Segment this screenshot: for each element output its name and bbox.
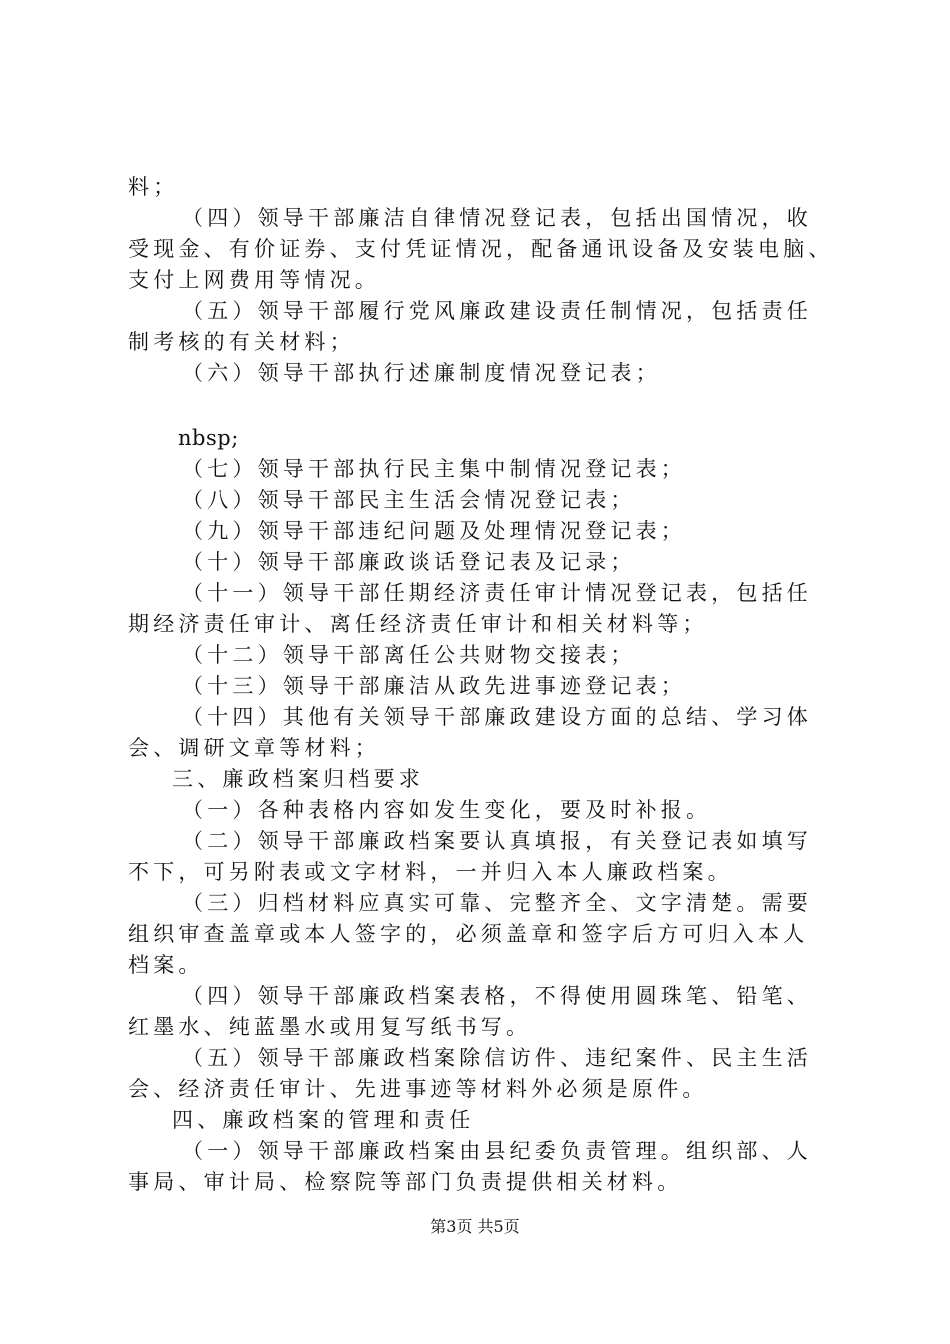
text-line: 料；	[128, 175, 179, 199]
page-number: 第3页 共5页	[430, 1217, 520, 1236]
text-line: （六）领导干部执行述廉制度情况登记表；	[182, 361, 661, 385]
text-line: 支付上网费用等情况。	[128, 268, 380, 292]
text-line: （十一）领导干部任期经济责任审计情况登记表，包括任	[182, 581, 812, 605]
text-line: nbsp;	[178, 426, 239, 450]
text-line: 受现金、有价证券、支付凭证情况，配备通讯设备及安装电脑、	[128, 237, 834, 261]
text-line: 档案。	[128, 953, 204, 977]
page-footer	[0, 1216, 950, 1238]
text-line: （十三）领导干部廉洁从政先进事迹登记表；	[182, 674, 686, 698]
text-line: （十二）领导干部离任公共财物交接表；	[182, 643, 636, 667]
text-line: （四）领导干部廉政档案表格，不得使用圆珠笔、铅笔、	[182, 984, 812, 1008]
text-line: （三）归档材料应真实可靠、完整齐全、文字清楚。需要	[182, 891, 812, 915]
text-line: （一）领导干部廉政档案由县纪委负责管理。组织部、人	[182, 1139, 812, 1163]
text-line: （二）领导干部廉政档案要认真填报，有关登记表如填写	[182, 829, 812, 853]
text-line: 红墨水、纯蓝墨水或用复写纸书写。	[128, 1015, 532, 1039]
text-line: 会、经济责任审计、先进事迹等材料外必须是原件。	[128, 1077, 708, 1101]
text-line: 事局、审计局、检察院等部门负责提供相关材料。	[128, 1170, 683, 1194]
document-body	[128, 172, 858, 1198]
text-line: （五）领导干部履行党风廉政建设责任制情况，包括责任	[182, 299, 812, 323]
text-line: （九）领导干部违纪问题及处理情况登记表；	[182, 519, 686, 543]
text-line: （七）领导干部执行民主集中制情况登记表；	[182, 457, 686, 481]
section-heading: 三、廉政档案归档要求	[172, 767, 424, 791]
text-line: （十四）其他有关领导干部廉政建设方面的总结、学习体	[182, 705, 812, 729]
text-line: 期经济责任审计、离任经济责任审计和相关材料等；	[128, 612, 708, 636]
text-line: （一）各种表格内容如发生变化，要及时补报。	[182, 798, 712, 822]
text-line: （五）领导干部廉政档案除信访件、违纪案件、民主生活	[182, 1046, 812, 1070]
text-line: 组织审查盖章或本人签字的，必须盖章和签字后方可归入本人	[128, 922, 809, 946]
blank-gap	[128, 389, 858, 423]
text-line: （八）领导干部民主生活会情况登记表；	[182, 488, 636, 512]
text-line: 制考核的有关材料；	[128, 330, 355, 354]
text-line: （十）领导干部廉政谈话登记表及记录；	[182, 550, 636, 574]
text-line: 不下，可另附表或文字材料，一并归入本人廉政档案。	[128, 860, 733, 884]
text-line: 会、调研文章等材料；	[128, 736, 380, 760]
text-line: （四）领导干部廉洁自律情况登记表，包括出国情况，收	[182, 206, 812, 230]
section-heading: 四、廉政档案的管理和责任	[172, 1108, 475, 1132]
